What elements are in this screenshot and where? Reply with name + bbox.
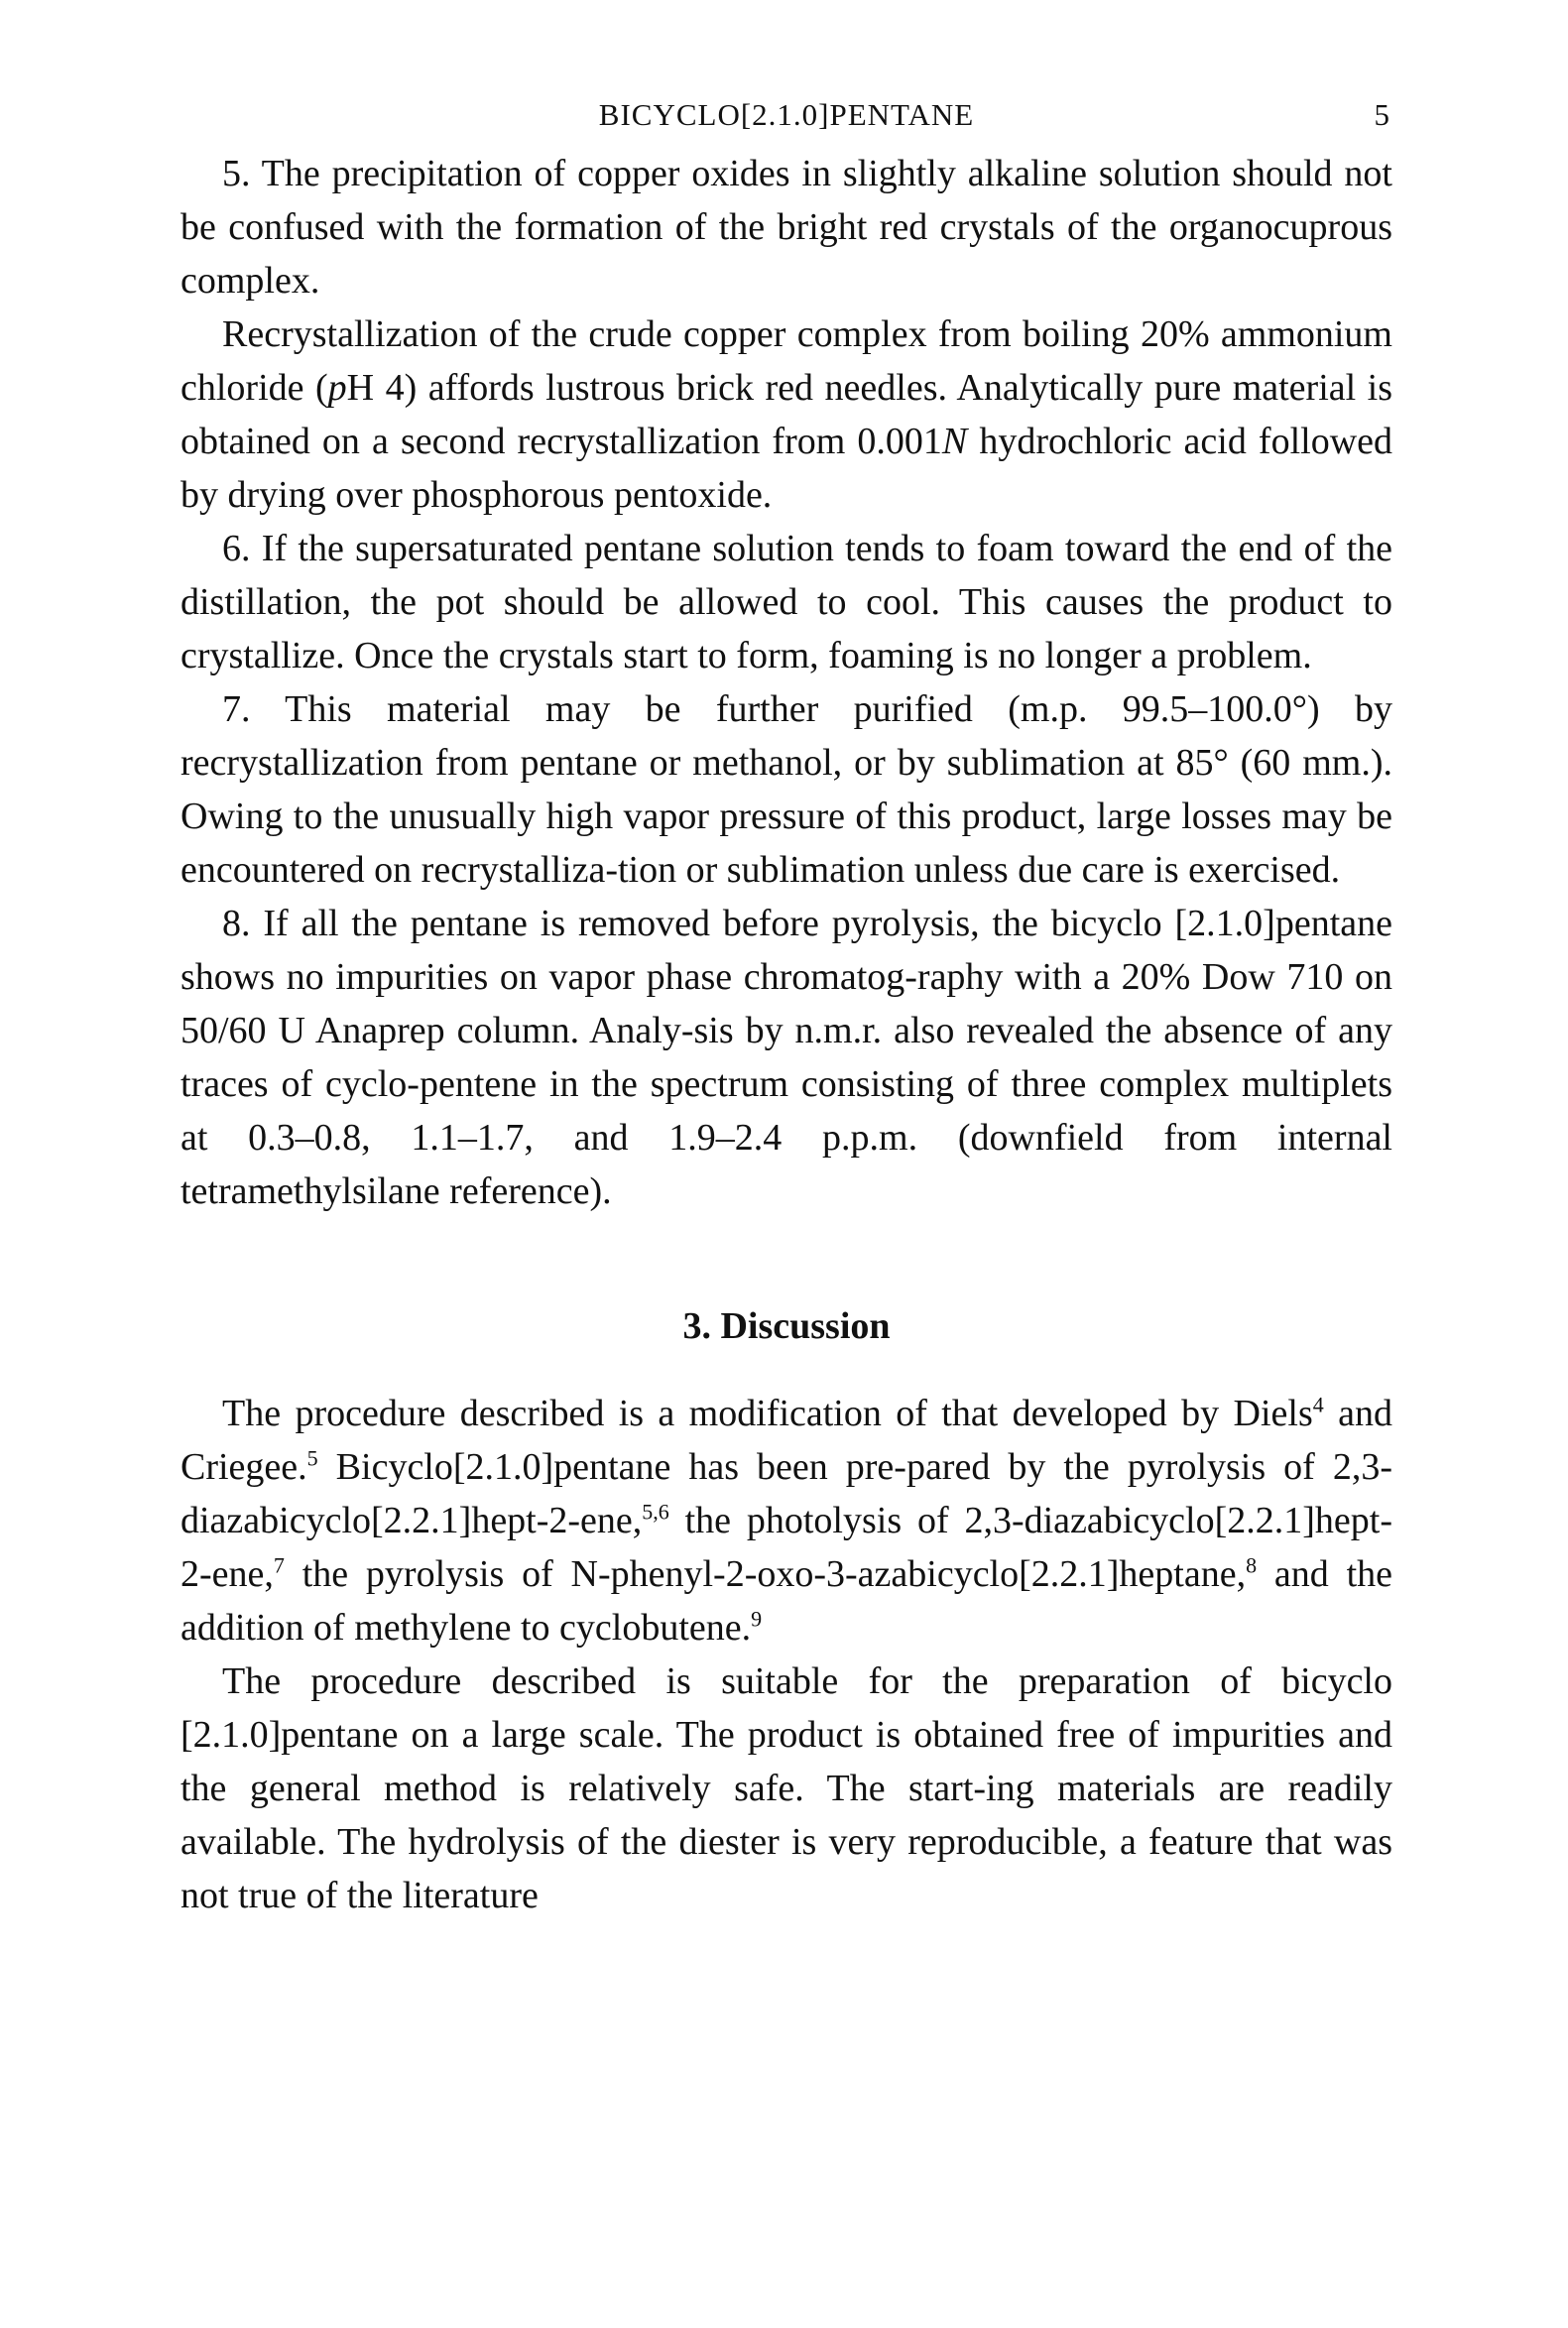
reference-7: 7 (273, 1552, 285, 1578)
reference-8: 8 (1246, 1552, 1258, 1578)
note-5-text-b: H 4) affords lustrous brick red needles. Analytically pure material is obtained on a second recrystallization from 0.001 (181, 367, 1393, 462)
discussion-section (181, 1387, 1392, 1922)
discussion-text-d: the photolysis of 2,3-diazabicyclo[2.2.1]hept-2-ene, (181, 1500, 1392, 1595)
discussion-text-f: and the addition of methylene to cyclobutene. (181, 1553, 1392, 1649)
note-8-paragraph: 8. If all the pentane is removed before pyrolysis, the bicyclo [2.1.0]pentane shows no impurities on vapor phase chromatog-raphy with a 20% Dow 710 on 50/60 U Anaprep column. Analy-sis by n.m.r. also revealed the absence of any traces of cyclo-pentene in the spectrum consisting of three complex multiplets at 0.3–0.8, 1.1–1.7, and 1.9–2.4 p.p.m. (downfield from internal tetramethylsilane reference). (181, 903, 1392, 1212)
discussion-paragraph-1 (181, 1387, 1392, 1654)
reference-9: 9 (751, 1606, 763, 1632)
discussion-text-b: and Criegee. (181, 1393, 1392, 1488)
ph-italic-p: p (327, 367, 347, 409)
discussion-heading: 3. Discussion (682, 1305, 891, 1347)
running-head (181, 97, 1392, 147)
running-title: BICYCLO[2.1.0]PENTANE (598, 97, 975, 132)
reference-5-6: 5,6 (642, 1499, 669, 1525)
note-5-text-a: Recrystallization of the crude copper complex from boiling 20% ammonium chloride ( (181, 313, 1392, 409)
reference-4: 4 (1312, 1392, 1324, 1417)
discussion-text-e: the pyrolysis of N-phenyl-2-oxo-3-azabicyclo[2.2.1]heptane, (284, 1553, 1247, 1595)
note-5-paragraph-2 (181, 307, 1392, 522)
note-7-paragraph: 7. This material may be further purified (m.p. 99.5–100.0°) by recrystallization from pentane or methanol, or by sublimation at 85° (60 mm.). Owing to the unusually high vapor pressure of this product, large losses may be encountered on recrystalliza-tion or sublimation unless due care is exercised. (181, 688, 1392, 891)
discussion-text-c: Bicyclo[2.1.0]pentane has been pre-pared by the pyrolysis of 2,3-diazabicyclo[2.2.1]hept-2-ene, (181, 1446, 1392, 1541)
notes-section (181, 147, 1392, 1218)
normality-italic-n: N (941, 421, 968, 462)
note-5-paragraph-1: 5. The precipitation of copper oxides in slightly alkaline solution should not be confused with the formation of the bright red crystals of the organocuprous complex. (181, 153, 1392, 302)
note-6-paragraph: 6. If the supersaturated pentane solution tends to foam toward the end of the distillation, the pot should be allowed to cool. This causes the product to crystallize. Once the crystals start to form, foaming is no longer a problem. (181, 528, 1392, 676)
document-page (181, 97, 1392, 2299)
discussion-paragraph-2: The procedure described is suitable for the preparation of bicyclo [2.1.0]pentane on a large scale. The product is obtained free of impurities and the general method is relatively safe. The start-ing materials are readily available. The hydrolysis of the diester is very reproducible, a feature that was not true of the literature (181, 1660, 1392, 1916)
discussion-text-a: The procedure described is a modification of that developed by Diels (222, 1393, 1313, 1434)
page-number: 5 (1374, 97, 1390, 132)
reference-5: 5 (306, 1445, 318, 1471)
note-5-text-c: hydrochloric acid followed by drying over phosphorous pentoxide. (181, 421, 1393, 516)
